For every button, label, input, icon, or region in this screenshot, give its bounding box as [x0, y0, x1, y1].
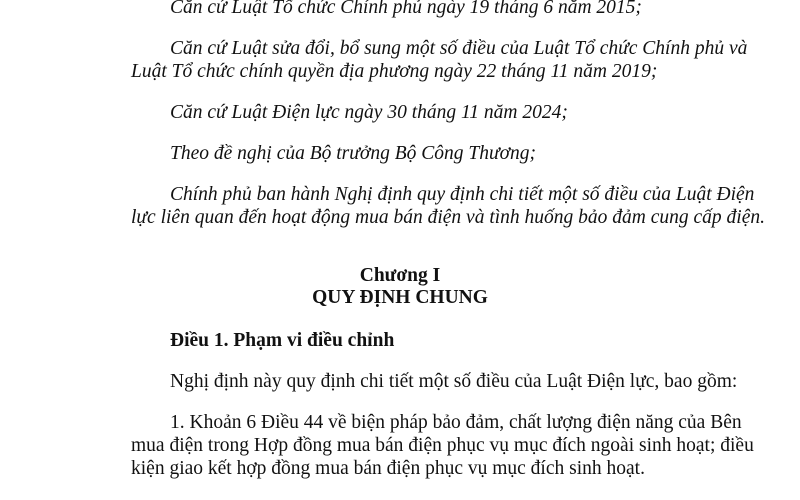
- preamble-line-5a: Chính phủ ban hành Nghị định quy định chi tiết một số điều của Luật Điện: [170, 184, 755, 205]
- chapter-number: Chương I: [359, 265, 441, 286]
- preamble-line-3: Căn cứ Luật Điện lực ngày 30 tháng 11 năm 2024;: [170, 102, 568, 123]
- article-1-item-1b: mua điện trong Hợp đồng mua bán điện phục vụ mục đích ngoài sinh hoạt; điều: [131, 435, 754, 456]
- chapter-title: QUY ĐỊNH CHUNG: [312, 287, 488, 308]
- preamble-line-5b: lực liên quan đến hoạt động mua bán điện và tình huống bảo đảm cung cấp điện.: [131, 207, 766, 228]
- article-1-item-1c: kiện giao kết hợp đồng mua bán điện phục vụ mục đích sinh hoạt.: [131, 458, 645, 479]
- preamble-line-4: Theo đề nghị của Bộ trưởng Bộ Công Thương;: [170, 143, 536, 164]
- article-1-item-1a: 1. Khoản 6 Điều 44 về biện pháp bảo đảm, chất lượng điện năng của Bên: [170, 412, 742, 433]
- preamble-line-2b: Luật Tổ chức chính quyền địa phương ngày 22 tháng 11 năm 2019;: [131, 61, 658, 82]
- preamble-line-2a: Căn cứ Luật sửa đổi, bổ sung một số điều của Luật Tổ chức Chính phủ và: [170, 38, 748, 59]
- article-1-intro: Nghị định này quy định chi tiết một số điều của Luật Điện lực, bao gồm:: [170, 371, 738, 392]
- article-1-heading: Điều 1. Phạm vi điều chỉnh: [170, 330, 395, 351]
- preamble-line-1: Căn cứ Luật Tổ chức Chính phủ ngày 19 tháng 6 năm 2015;: [170, 0, 642, 18]
